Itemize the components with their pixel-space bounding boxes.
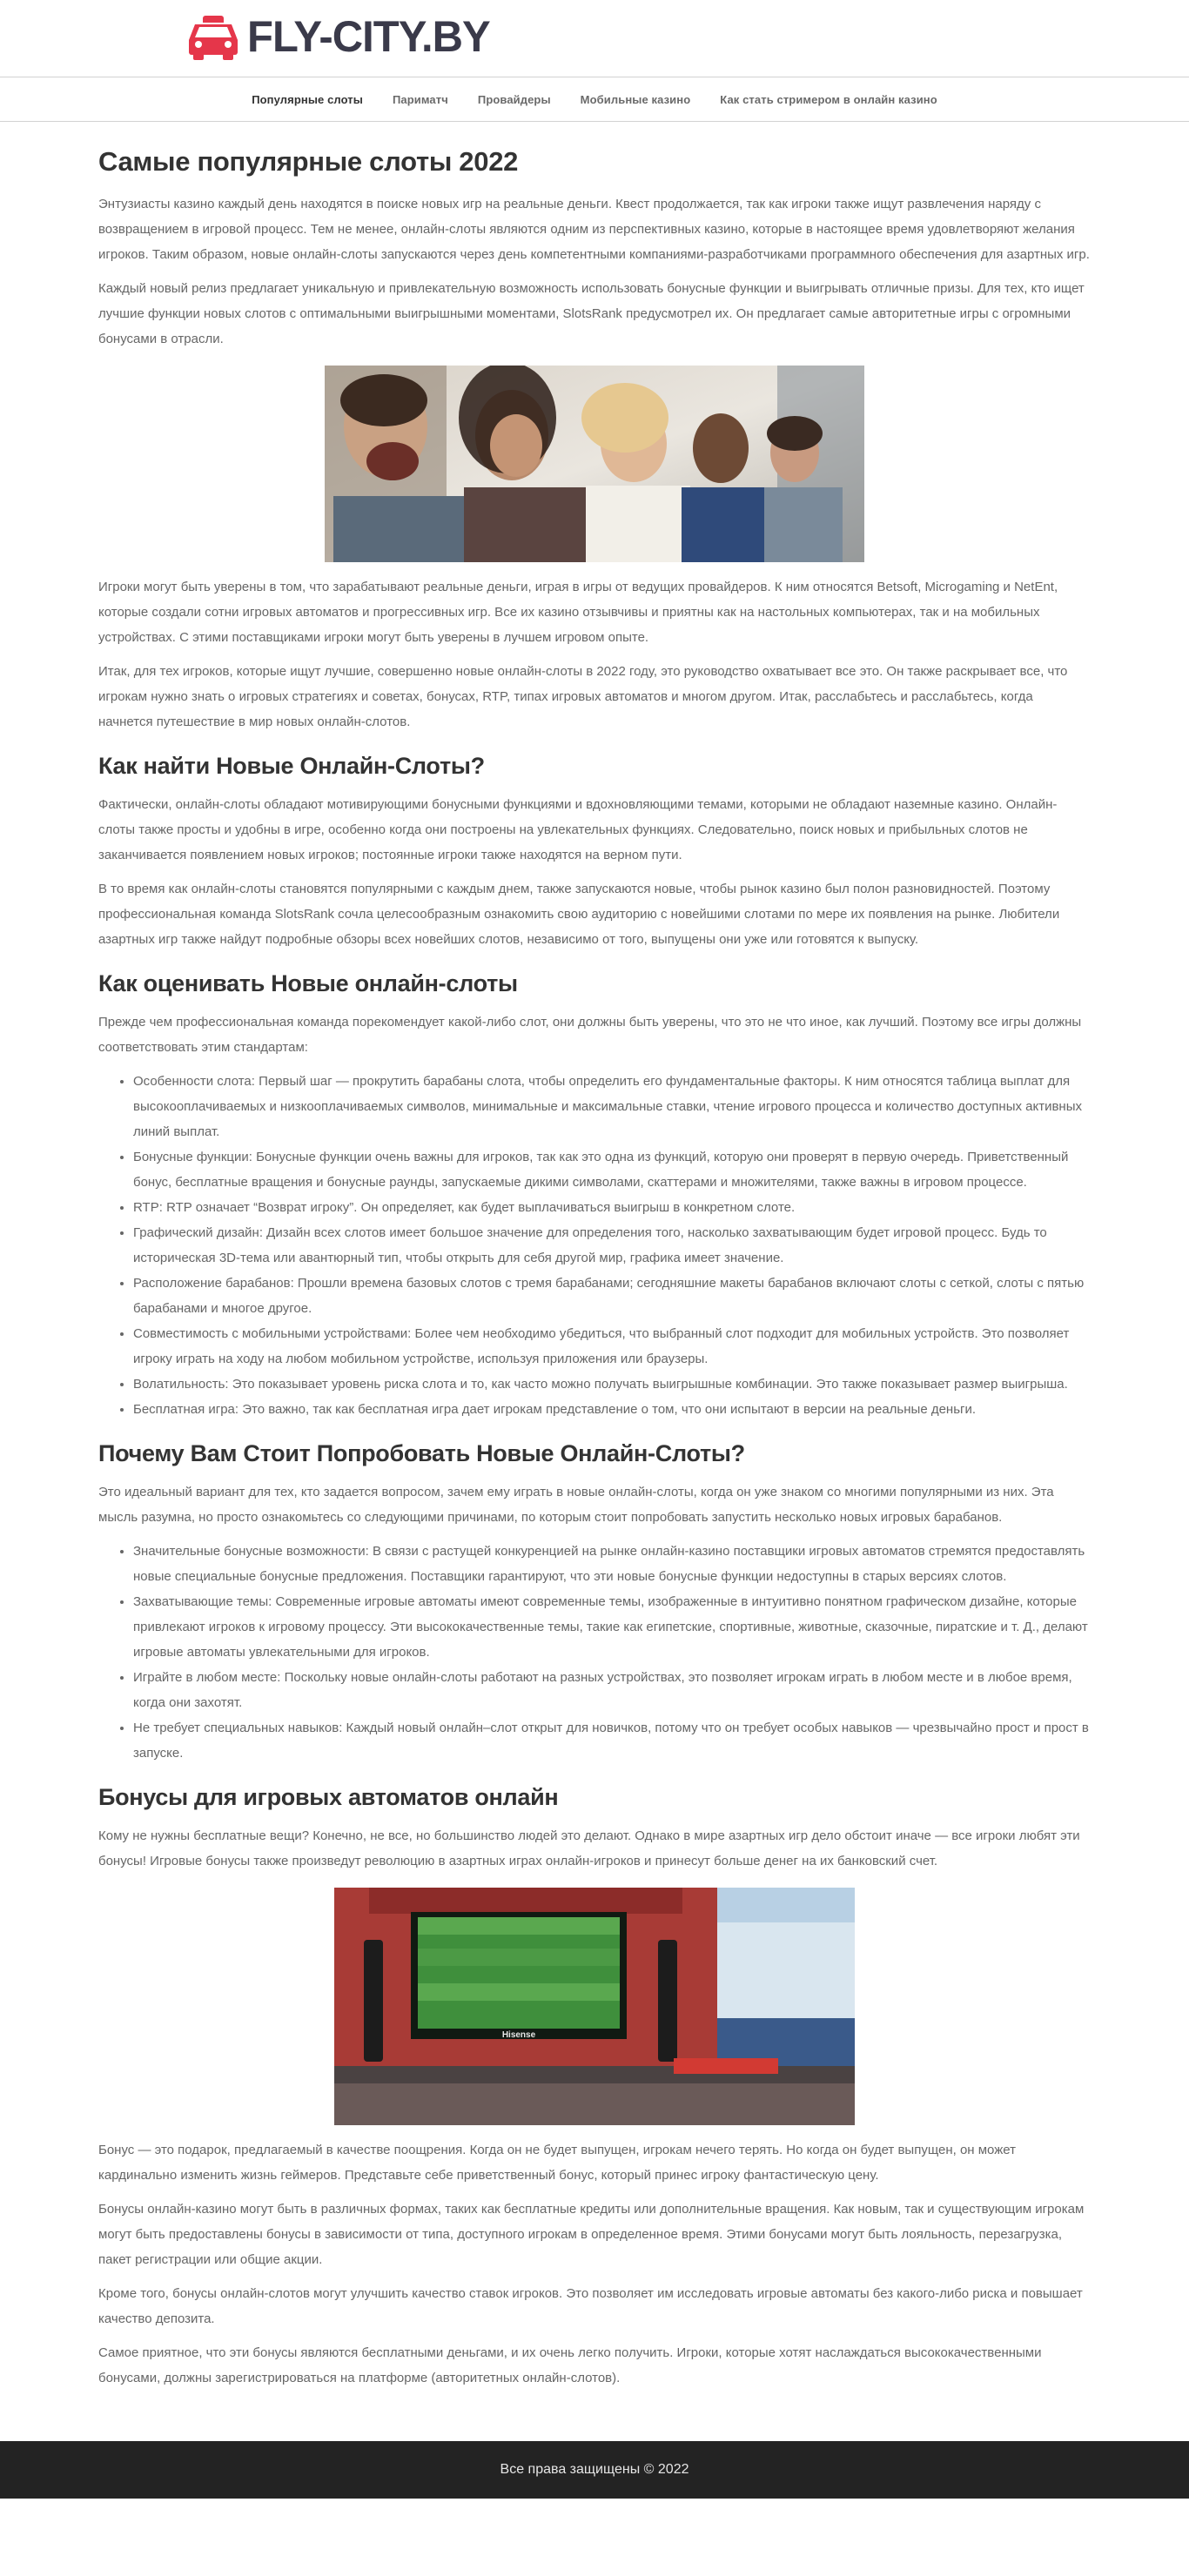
list-item: • Захватывающие темы: Современные игровые автоматы имеют современные темы, изображенные в интуитивно понятном графическом дизайне, которые привлекают игроков к игровому процессу. Эти высококачественные темы, такие как египетские, спортивные, животные, сказочные, пиратские и т. Д., делают игровые автоматы увлекательными для игроков. bbox=[133, 1589, 1091, 1665]
list-item: • Бонусные функции: Бонусные функции очень важны для игроков, так как это одна из функций, которую они проверят в первую очередь. Приветственный бонус, бесплатные вращения и бонусные раунды, запускаемые дикими символами, скаттерами и множителями, также важны в игровом процессе. bbox=[133, 1144, 1091, 1195]
list-item: • Бесплатная игра: Это важно, так как бесплатная игра дает игрокам представление о том, что они испытают в версии на реальные деньги. bbox=[133, 1397, 1091, 1422]
article bbox=[98, 122, 1091, 2441]
main-navigation bbox=[0, 77, 1189, 122]
criteria-list bbox=[98, 1069, 1091, 1422]
list-item: • Не требует специальных навыков: Каждый новый онлайн–слот открыт для новичков, потому что он требует особых навыков — чрезвычайно прост и прост в запуске. bbox=[133, 1715, 1091, 1766]
body-paragraph: Это идеальный вариант для тех, кто задается вопросом, зачем ему играть в новые онлайн-слоты, когда он уже знаком со многими популярными из них. Эта мысль разумна, но просто ознакомьтесь со следующими причинами, по которым стоит попробовать запустить несколько новых игровых барабанов. bbox=[98, 1485, 1054, 1525]
site-logo[interactable] bbox=[186, 12, 494, 61]
list-item: • Совместимость с мобильными устройствами: Более чем необходимо убедиться, что выбранный слот подходит для мобильных устройств. Это позволяет игроку играть на ходу на любом мобильном устройстве, используя приложения или браузеры. bbox=[133, 1321, 1091, 1372]
list-item: • Значительные бонусные возможности: В связи с растущей конкуренцией на рынке онлайн-казино поставщики игровых автоматов стремятся предоставлять новые специальные бонусные предложения. Поставщики гарантируют, что эти новые бонусные функции недоступны в старых версиях слотов. bbox=[133, 1539, 1091, 1589]
body-paragraph: Бонусы онлайн-казино могут быть в различных формах, таких как бесплатные кредиты или дополнительные вращения. Как новым, так и существующим игрокам могут быть предоставлены бонусы в зависимости от типа, доступного игрокам в определенное время. Этими бонусами могут быть лояльность, перезагрузка, пакет регистрации или общие акции. bbox=[98, 2202, 1085, 2267]
nav-item-providers[interactable]: Провайдеры bbox=[477, 92, 551, 106]
body-paragraph: Итак, для тех игроков, которые ищут лучшие, совершенно новые онлайн-слоты в 2022 году, это руководство охватывает все это. Он также раскрывает все, что игрокам нужно знать о игровых стратегиях и советах, бонусах, RTP, типах игровых автоматов и многом другом. Итак, расслабьтесь и расслабьтесь, когда начнется путешествие в мир новых онлайн-слотов. bbox=[98, 664, 1068, 729]
body-paragraph: Фактически, онлайн-слоты обладают мотивирующими бонусными функциями и вдохновляющими темами, которыми не обладают наземные казино. Онлайн-слоты также просты и удобны в игре, особенно когда они построены на увлекательных функциях. Следовательно, поиск новых и прибыльных слотов не заканчивается появлением новых игроков; постоянные игроки также находятся на верном пути. bbox=[98, 797, 1058, 862]
fan-zone-image bbox=[334, 1888, 855, 2125]
intro-paragraph: Энтузиасты казино каждый день находятся в поиске новых игр на реальные деньги. Квест продолжается, так как игроки также ищут развлечения наряду с возвращением в игровой процесс. Тем не менее, онлайн-слоты являются одним из перспективных казино, которые в настоящее время удовлетворяют желания игроков. Таким образом, новые онлайн-слоты запускаются через день компетентными компаниями-разработчиками программного обеспечения для азартных игр. bbox=[98, 197, 1090, 262]
list-item: • Расположение барабанов: Прошли времена базовых слотов с тремя барабанами; сегодняшние макеты барабанов включают слоты с сеткой, слоты с пятью барабанами и многое другое. bbox=[133, 1271, 1091, 1321]
body-paragraph: Бонус — это подарок, предлагаемый в качестве поощрения. Когда он не будет выпущен, игрокам нечего терять. Но когда он будет выпущен, он может кардинально изменить жизнь геймеров. Представьте себе приветственный бонус, который принес игроку фантастическую цену. bbox=[98, 2143, 1016, 2183]
logo-text: FLY-CITY.BY bbox=[247, 12, 490, 61]
body-paragraph: Самое приятное, что эти бонусы являются бесплатными деньгами, и их очень легко получить. Игроки, которые хотят наслаждаться высококачественными бонусами, должны зарегистрироваться на платформе (авторитетных онлайн-слотов). bbox=[98, 2345, 1042, 2385]
list-item: • Волатильность: Это показывает уровень риска слота и то, как часто можно получать выигрышные комбинации. Это также показывает размер выигрыша. bbox=[133, 1372, 1091, 1397]
nav-item-streamer-guide[interactable]: Как стать стримером в онлайн казино bbox=[720, 92, 937, 106]
intro-paragraph: Каждый новый релиз предлагает уникальную и привлекательную возможность использовать бонусные функции и выигрывать отличные призы. Для тех, кто ищет лучшие функции новых слотов с оптимальными выигрышными моментами, SlotsRank предусмотрел их. Он предлагает самые авторитетные игры с огромными бонусами в отрасли. bbox=[98, 281, 1085, 346]
taxi-car-icon bbox=[186, 12, 240, 61]
screen-brand-text: Hisense bbox=[501, 2030, 536, 2040]
site-header bbox=[0, 0, 1189, 77]
body-paragraph: В то время как онлайн-слоты становятся популярными с каждым днем, также запускаются новые, чтобы рынок казино был полон разновидностей. Поэтому профессиональная команда SlotsRank сочла целесообразным ознакомить свою аудиторию с новейшими слотами по мере их появления на рынке. Любители азартных игр также найдут подробные обзоры всех новейших слотов, независимо от того, выпущены они уже или готовятся к выпуску. bbox=[98, 882, 1060, 947]
body-paragraph: Кому не нужны бесплатные вещи? Конечно, не все, но большинство людей это делают. Однако в мире азартных игр дело обстоит иначе — все игроки любят эти бонусы! Игровые бонусы также произведут революцию в азартных играх онлайн-игроков и принесут больше денег на их банковский счет. bbox=[98, 1828, 1080, 1868]
list-item: • Графический дизайн: Дизайн всех слотов имеет большое значение для определения того, насколько захватывающим будет игровой процесс. Будь то историческая 3D-тема или авантюрный тип, чтобы открыть для себя другой мир, графика имеет значение. bbox=[133, 1220, 1091, 1271]
copyright-text: Все права защищены © 2022 bbox=[500, 2462, 689, 2477]
list-item: • Особенности слота: Первый шаг — прокрутить барабаны слота, чтобы определить его фундаментальные факторы. К ним относятся таблица выплат для высокооплачиваемых и низкооплачиваемых символов, минимальные и максимальные ставки, чтение игрового процесса и количество доступных активных линий выплат. bbox=[133, 1069, 1091, 1144]
section-heading-bonuses: Бонусы для игровых автоматов онлайн bbox=[98, 1784, 559, 1810]
nav-item-parimatch[interactable]: Париматч bbox=[392, 92, 448, 106]
list-item: • RTP: RTP означает “Возврат игроку”. Он определяет, как будет выплачиваться выигрыш в конкретном слоте. bbox=[133, 1195, 1091, 1220]
section-heading-find-slots: Как найти Новые Онлайн-Слоты? bbox=[98, 753, 485, 779]
site-footer bbox=[0, 2441, 1189, 2499]
nav-item-mobile-casinos[interactable]: Мобильные казино bbox=[580, 92, 691, 106]
body-paragraph: Кроме того, бонусы онлайн-слотов могут улучшить качество ставок игроков. Это позволяет им исследовать игровые автоматы без какого-либо риска и повышает качество депозита. bbox=[98, 2286, 1083, 2326]
body-paragraph: Игроки могут быть уверены в том, что зарабатывают реальные деньги, играя в игры от ведущих провайдеров. К ним относятся Betsoft, Microgaming и NetEnt, которые создали сотни игровых автоматов и прогрессивных игр. Все их казино отзывчивы и приятны как на настольных компьютерах, так и на мобильных устройствах. С этими поставщиками игроки могут быть уверены в лучшем игровом опыте. bbox=[98, 580, 1058, 645]
list-item: • Играйте в любом месте: Поскольку новые онлайн-слоты работают на разных устройствах, это позволяет игрокам играть в любом месте и в любое время, когда они захотят. bbox=[133, 1665, 1091, 1715]
reasons-list bbox=[98, 1539, 1091, 1766]
section-heading-evaluate-slots: Как оценивать Новые онлайн-слоты bbox=[98, 970, 518, 996]
section-heading-why-try: Почему Вам Стоит Попробовать Новые Онлайн-Слоты? bbox=[98, 1440, 745, 1466]
cheering-fans-image bbox=[325, 366, 864, 562]
nav-item-popular-slots[interactable]: Популярные слоты bbox=[252, 92, 363, 106]
page-title: Самые популярные слоты 2022 bbox=[98, 146, 519, 177]
body-paragraph: Прежде чем профессиональная команда порекомендует какой-либо слот, они должны быть уверены, что это не что иное, как лучший. Поэтому все игры должны соответствовать этим стандартам: bbox=[98, 1015, 1082, 1055]
